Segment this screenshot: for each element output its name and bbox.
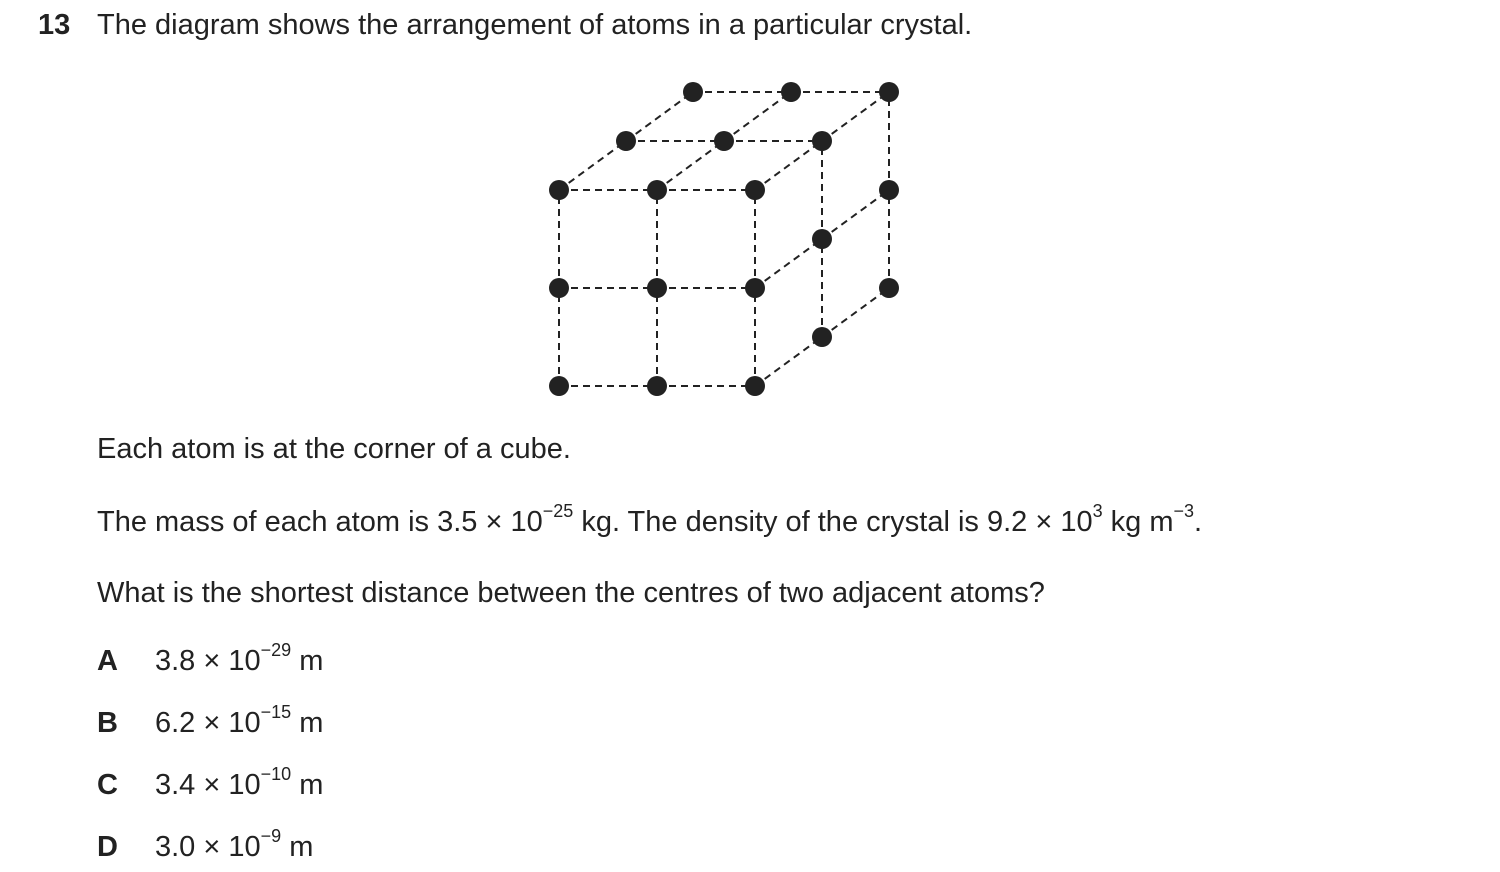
atom xyxy=(812,229,832,249)
lattice-bond xyxy=(822,288,889,337)
density-exponent: 3 xyxy=(1092,501,1103,522)
lattice-bond xyxy=(755,141,822,190)
atom xyxy=(549,278,569,298)
option-letter: D xyxy=(97,831,118,863)
option-letter: A xyxy=(97,645,118,677)
option-c[interactable] xyxy=(97,764,324,802)
atom xyxy=(647,180,667,200)
atom xyxy=(616,131,636,151)
atom xyxy=(714,131,734,151)
lattice-bond xyxy=(559,141,626,190)
option-value: $6.2 \times 10^{-15}$ m xyxy=(155,702,324,739)
option-value: $3.0 \times 10^{-9}$ m xyxy=(155,826,314,863)
atom xyxy=(745,376,765,396)
lattice-bond xyxy=(755,239,822,288)
lattice-bond xyxy=(755,337,822,386)
question-prompt: What is the shortest distance between the centres of two adjacent atoms? xyxy=(97,577,1045,609)
atom xyxy=(647,278,667,298)
atom xyxy=(812,131,832,151)
lattice-bond xyxy=(724,92,791,141)
atom xyxy=(879,278,899,298)
lattice-bond xyxy=(822,92,889,141)
atom xyxy=(647,376,667,396)
density-unit-exponent: −3 xyxy=(1173,501,1195,522)
atom xyxy=(683,82,703,102)
question-number: 13 xyxy=(38,9,71,41)
statement-end: . xyxy=(1194,506,1203,538)
lattice-bond xyxy=(822,190,889,239)
atom xyxy=(549,180,569,200)
atom xyxy=(781,82,801,102)
option-d[interactable] xyxy=(97,826,314,864)
cube-statement: Each atom is at the corner of a cube. xyxy=(97,433,571,465)
option-a[interactable] xyxy=(97,640,324,678)
mass-density-statement xyxy=(97,501,1203,539)
density-unit-text: kg m xyxy=(1102,506,1174,538)
mass-unit-text: kg. The density of the crystal is 9.2 × 10 xyxy=(573,506,1093,538)
mass-text: The mass of each atom is 3.5 × 10 xyxy=(97,506,543,538)
mass-exponent: −25 xyxy=(542,501,574,522)
option-value: $3.8 \times 10^{-29}$ m xyxy=(155,640,324,677)
atom xyxy=(879,82,899,102)
lattice-bond xyxy=(626,92,693,141)
atom xyxy=(812,327,832,347)
atom xyxy=(745,180,765,200)
atom xyxy=(549,376,569,396)
atom xyxy=(879,180,899,200)
question-stem: The diagram shows the arrangement of atoms in a particular crystal. xyxy=(97,9,973,41)
option-value: $3.4 \times 10^{-10}$ m xyxy=(155,764,324,801)
atom xyxy=(745,278,765,298)
lattice-bond xyxy=(657,141,724,190)
option-b[interactable] xyxy=(97,702,324,740)
option-letter: B xyxy=(97,707,118,739)
option-letter: C xyxy=(97,769,118,801)
